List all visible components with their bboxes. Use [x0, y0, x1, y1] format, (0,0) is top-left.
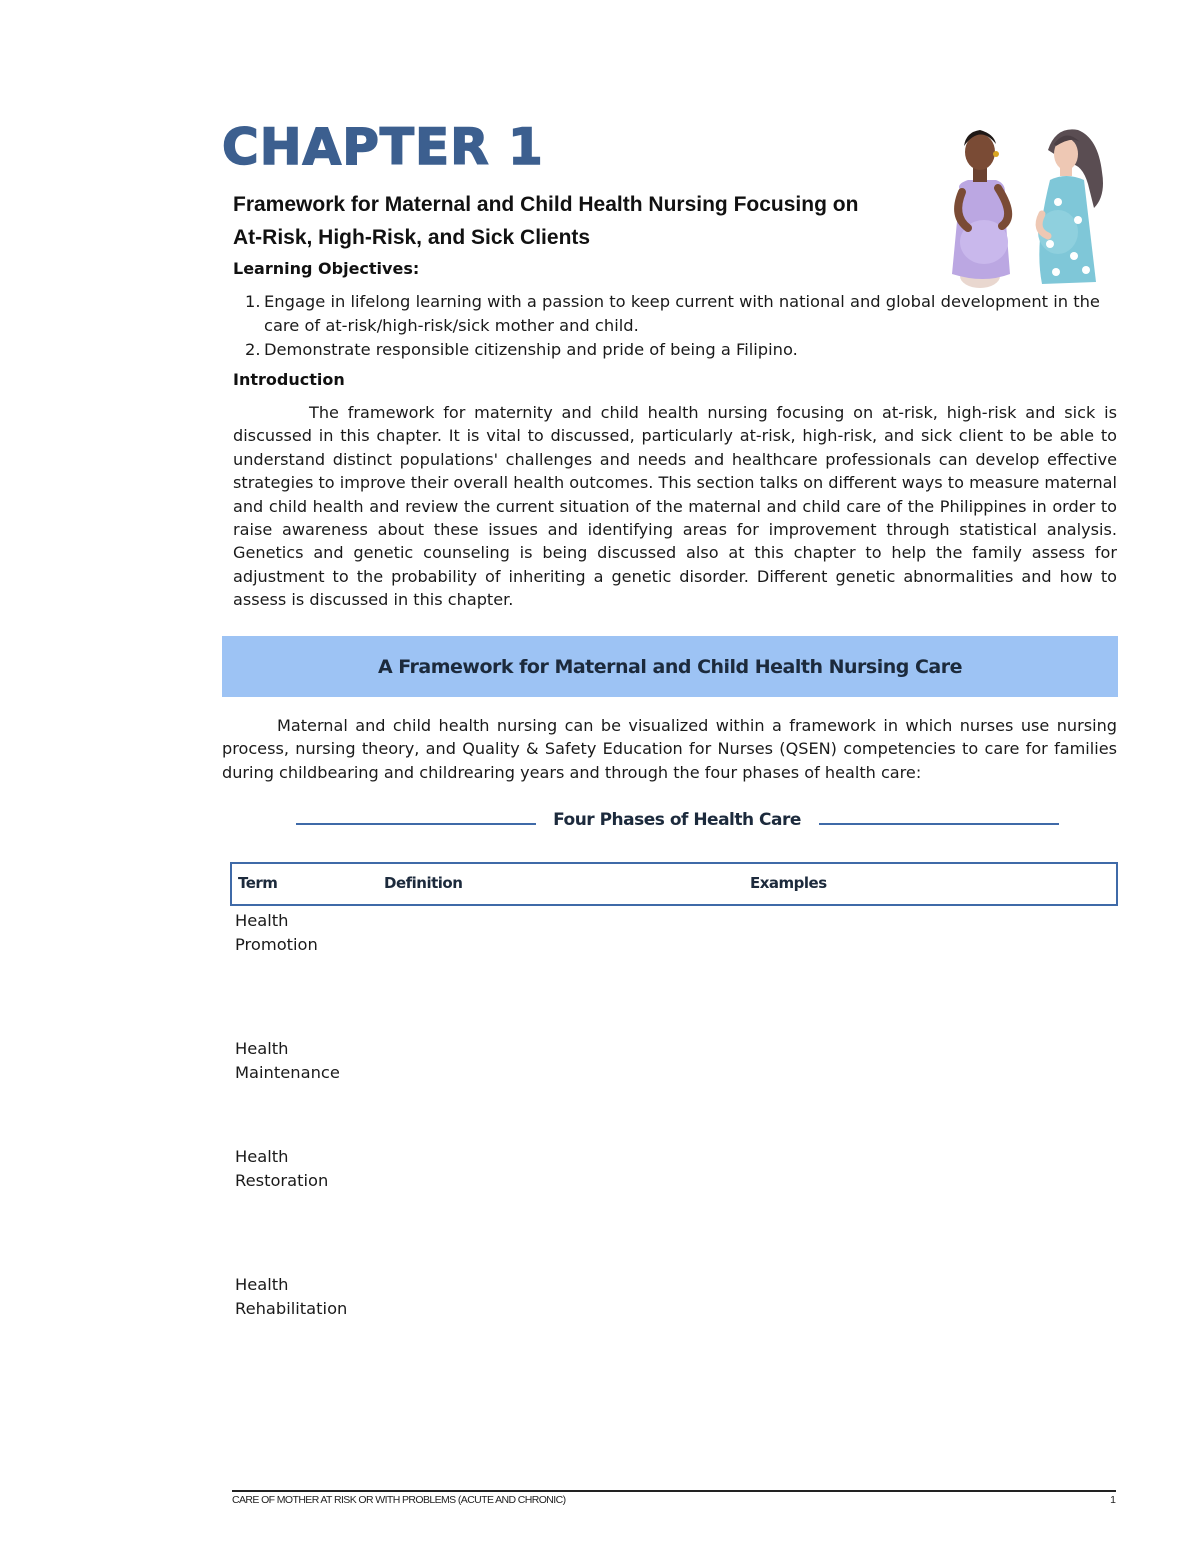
list-item: [233, 338, 1123, 362]
term-word: Restoration: [235, 1170, 329, 1190]
objective-text: Engage in lifelong learning with a passion to keep current with national and global development in the care of at-risk/high-risk/sick mother and child.: [264, 292, 1100, 335]
section-banner: [222, 636, 1118, 697]
list-number: 2.: [245, 340, 261, 359]
column-header-examples: Examples: [750, 874, 827, 892]
divider-left: [296, 823, 536, 825]
footer-text: CARE OF MOTHER AT RISK OR WITH PROBLEMS (ACUTE AND CHRONIC): [232, 1494, 566, 1506]
column-header-definition: Definition: [384, 874, 463, 892]
divider-right: [819, 823, 1059, 825]
learning-objectives-heading: Learning Objectives:: [233, 259, 420, 278]
column-header-term: Term: [238, 874, 278, 892]
term-word: Health: [235, 1039, 289, 1058]
subtitle-line-2: At-Risk, High-Risk, and Sick Clients: [233, 226, 591, 249]
chapter-subtitle: [233, 188, 933, 254]
list-number: 1.: [245, 292, 261, 311]
page-number: 1: [1110, 1494, 1116, 1506]
list-item: [233, 290, 1123, 338]
introduction-heading: Introduction: [233, 370, 345, 389]
table-row: [235, 1145, 395, 1192]
table-header: [230, 862, 1118, 906]
term-word: Maintenance: [235, 1062, 340, 1082]
term-word: Health: [235, 1147, 289, 1166]
table-row: [235, 1037, 395, 1084]
term-word: Health: [235, 911, 289, 930]
term-word: Promotion: [235, 934, 318, 954]
section-title: A Framework for Maternal and Child Health Nursing Care: [377, 655, 963, 678]
table-row: [235, 909, 395, 956]
phases-title: Four Phases of Health Care: [553, 810, 801, 830]
section-paragraph: Maternal and child health nursing can be visualized within a framework in which nurses use nursing process, nursing theory, and Quality & Safety Education for Nurses (QSEN) competencies to care for families during childbearing and childrearing years and through the four phases of health care:: [222, 716, 1117, 782]
term-word: Rehabilitation: [235, 1298, 348, 1318]
subtitle-line-1: Framework for Maternal and Child Health Nursing Focusing on: [233, 193, 859, 216]
learning-objectives-list: [233, 290, 1123, 362]
footer-divider: [232, 1490, 1116, 1492]
pregnant-women-illustration: [938, 124, 1120, 288]
objective-text: Demonstrate responsible citizenship and pride of being a Filipino.: [264, 340, 798, 359]
term-word: Health: [235, 1275, 289, 1294]
introduction-paragraph: The framework for maternity and child health nursing focusing on at-risk, high-risk and sick is discussed in this chapter. It is vital to discussed, particularly at-risk, high-risk, and sick client to be able to understand distinct populations' challenges and needs and healthcare professionals can develop effective strategies to improve their overall health outcomes. This section talks on different ways to measure maternal and child health and review the current situation of the maternal and child care of the Philippines in order to raise awareness about these issues and identifying areas for improvement through statistical analysis. Genetics and genetic counseling is being discussed also at this chapter to help the family assess for adjustment to the probability of inheriting a genetic disorder. Different genetic abnormalities and how to assess is discussed in this chapter.: [233, 403, 1117, 610]
table-row: [235, 1273, 395, 1320]
chapter-title: CHAPTER 1: [222, 118, 544, 176]
